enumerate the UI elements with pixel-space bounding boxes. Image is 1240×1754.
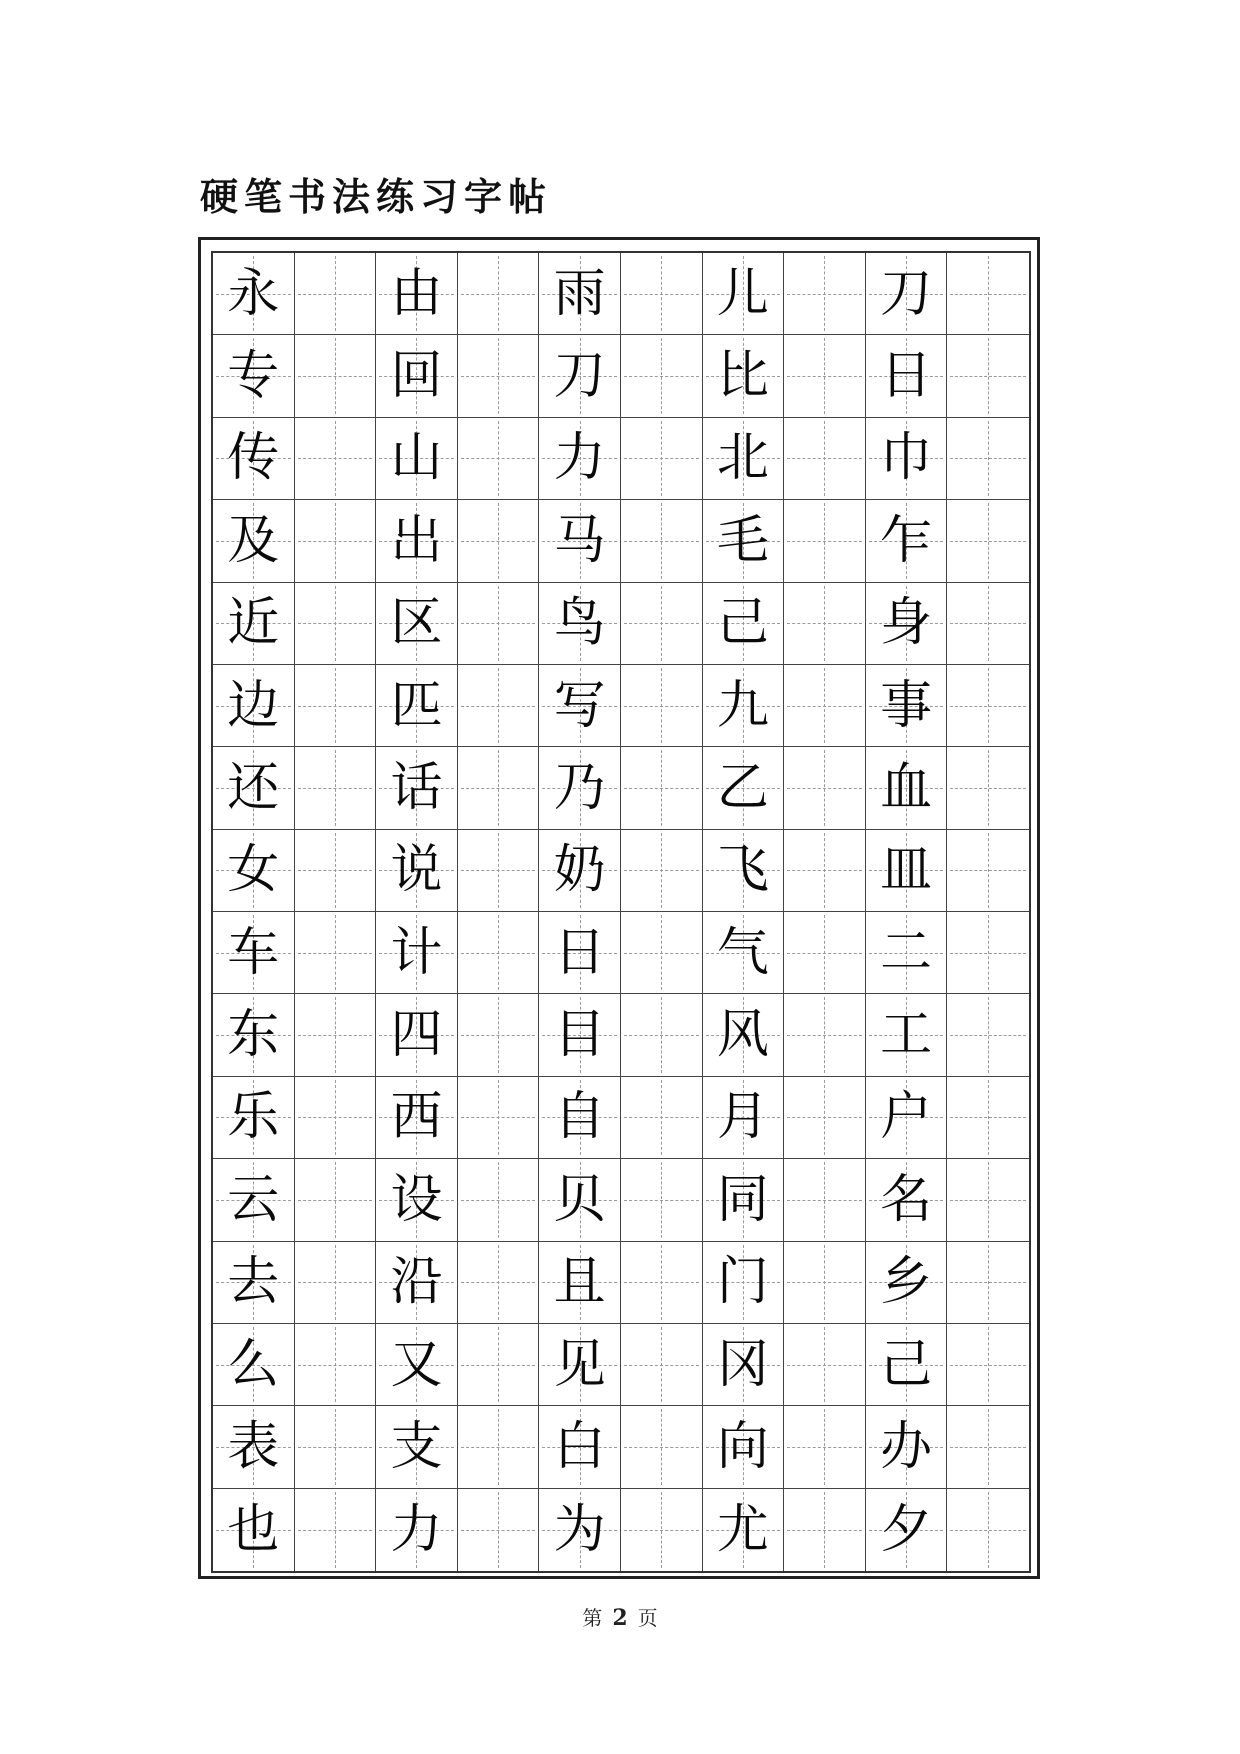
model-character-cell: [703, 994, 785, 1076]
model-character-cell: [376, 583, 458, 665]
model-character-cell: [866, 1077, 948, 1159]
practice-cell: [784, 1159, 866, 1241]
practice-cell: [458, 1077, 540, 1159]
practice-cell: [947, 1242, 1029, 1324]
model-character: 回: [390, 346, 443, 407]
practice-cell: [784, 253, 866, 335]
model-character: 气: [716, 922, 769, 983]
model-character-cell: [703, 335, 785, 417]
model-character-cell: [213, 994, 295, 1076]
practice-cell: [621, 1489, 703, 1571]
practice-cell: [621, 1324, 703, 1406]
model-character-cell: [213, 1406, 295, 1488]
model-character-cell: [213, 747, 295, 829]
practice-cell: [295, 912, 377, 994]
practice-cell: [295, 1324, 377, 1406]
model-character-cell: [866, 418, 948, 500]
model-character-cell: [376, 1489, 458, 1571]
model-character-cell: [213, 335, 295, 417]
model-character: 及: [227, 510, 280, 571]
model-character-cell: [213, 418, 295, 500]
model-character: 西: [390, 1087, 443, 1148]
model-character-cell: [539, 500, 621, 582]
model-character: 工: [880, 1005, 933, 1066]
model-character-cell: [376, 1159, 458, 1241]
model-character: 飞: [716, 840, 769, 901]
model-character-cell: [376, 1077, 458, 1159]
practice-cell: [947, 830, 1029, 912]
model-character: 女: [227, 840, 280, 901]
model-character-cell: [213, 1489, 295, 1571]
model-character: 力: [390, 1499, 443, 1560]
model-character-cell: [703, 500, 785, 582]
practice-cell: [458, 583, 540, 665]
practice-cell: [947, 747, 1029, 829]
model-character: 匹: [390, 675, 443, 736]
model-character-cell: [703, 1159, 785, 1241]
model-character-cell: [376, 912, 458, 994]
model-character: 白: [553, 1416, 606, 1477]
practice-cell: [621, 1159, 703, 1241]
model-character-cell: [703, 912, 785, 994]
model-character: 刀: [553, 346, 606, 407]
page-prefix: 第: [582, 1606, 603, 1630]
practice-cell: [784, 335, 866, 417]
model-character: 尤: [716, 1499, 769, 1560]
practice-cell: [458, 253, 540, 335]
model-character: 写: [553, 675, 606, 736]
practice-cell: [784, 1489, 866, 1571]
practice-cell: [784, 1242, 866, 1324]
practice-cell: [295, 1077, 377, 1159]
model-character-cell: [539, 912, 621, 994]
model-character-cell: [866, 830, 948, 912]
practice-cell: [784, 830, 866, 912]
practice-cell: [947, 1159, 1029, 1241]
practice-cell: [621, 1077, 703, 1159]
practice-cell: [458, 500, 540, 582]
model-character: 比: [716, 346, 769, 407]
model-character: 奶: [553, 840, 606, 901]
practice-cell: [458, 1242, 540, 1324]
practice-cell: [947, 1077, 1029, 1159]
model-character-cell: [539, 418, 621, 500]
practice-cell: [458, 335, 540, 417]
model-character-cell: [376, 665, 458, 747]
model-character-cell: [376, 1406, 458, 1488]
practice-cell: [621, 335, 703, 417]
practice-cell: [458, 1489, 540, 1571]
model-character: 永: [227, 263, 280, 324]
model-character: 说: [390, 840, 443, 901]
model-character: 力: [553, 428, 606, 489]
model-character: 马: [553, 510, 606, 571]
practice-cell: [784, 994, 866, 1076]
model-character: 日: [553, 922, 606, 983]
model-character-cell: [539, 1242, 621, 1324]
model-character-cell: [866, 1489, 948, 1571]
model-character: 车: [227, 922, 280, 983]
model-character: 沿: [390, 1252, 443, 1313]
practice-cell: [621, 1406, 703, 1488]
model-character-cell: [539, 1077, 621, 1159]
practice-sheet: [198, 237, 1040, 1579]
model-character: 专: [227, 346, 280, 407]
model-character-cell: [703, 1489, 785, 1571]
model-character: 己: [880, 1334, 933, 1395]
practice-cell: [295, 418, 377, 500]
model-character: 自: [553, 1087, 606, 1148]
model-character-cell: [866, 994, 948, 1076]
model-character: 儿: [716, 263, 769, 324]
model-character: 己: [716, 593, 769, 654]
model-character: 话: [390, 757, 443, 818]
practice-cell: [947, 994, 1029, 1076]
model-character-cell: [866, 912, 948, 994]
model-character: 血: [880, 757, 933, 818]
model-character-cell: [376, 500, 458, 582]
model-character-cell: [703, 583, 785, 665]
model-character-cell: [866, 1159, 948, 1241]
practice-cell: [295, 335, 377, 417]
model-character-cell: [213, 583, 295, 665]
practice-cell: [458, 665, 540, 747]
model-character: 皿: [880, 840, 933, 901]
model-character-cell: [866, 253, 948, 335]
model-character: 见: [553, 1334, 606, 1395]
model-character-cell: [703, 1077, 785, 1159]
model-character: 又: [390, 1334, 443, 1395]
model-character: 传: [227, 428, 280, 489]
model-character-cell: [866, 665, 948, 747]
model-character-cell: [539, 1324, 621, 1406]
practice-cell: [621, 912, 703, 994]
model-character-cell: [539, 335, 621, 417]
practice-cell: [295, 583, 377, 665]
practice-cell: [784, 1324, 866, 1406]
model-character: 近: [227, 593, 280, 654]
model-character-cell: [703, 418, 785, 500]
model-character-cell: [213, 500, 295, 582]
model-character-cell: [213, 1159, 295, 1241]
practice-cell: [947, 253, 1029, 335]
model-character: 表: [227, 1416, 280, 1477]
practice-cell: [295, 747, 377, 829]
model-character: 区: [390, 593, 443, 654]
practice-cell: [458, 1159, 540, 1241]
practice-cell: [458, 418, 540, 500]
practice-cell: [621, 830, 703, 912]
model-character-cell: [539, 583, 621, 665]
practice-cell: [458, 994, 540, 1076]
model-character-cell: [213, 1242, 295, 1324]
model-character-cell: [213, 1077, 295, 1159]
practice-cell: [947, 665, 1029, 747]
practice-cell: [784, 1077, 866, 1159]
practice-cell: [621, 418, 703, 500]
model-character: 巾: [880, 428, 933, 489]
practice-cell: [458, 1406, 540, 1488]
model-character-cell: [539, 665, 621, 747]
practice-cell: [295, 500, 377, 582]
model-character-cell: [539, 1159, 621, 1241]
practice-cell: [295, 1159, 377, 1241]
model-character: 云: [227, 1169, 280, 1230]
model-character: 雨: [553, 263, 606, 324]
practice-cell: [295, 253, 377, 335]
model-character: 出: [390, 510, 443, 571]
model-character-cell: [866, 500, 948, 582]
model-character-cell: [213, 253, 295, 335]
model-character: 设: [390, 1169, 443, 1230]
model-character-cell: [866, 1406, 948, 1488]
model-character: 九: [716, 675, 769, 736]
practice-cell: [295, 665, 377, 747]
model-character-cell: [376, 253, 458, 335]
practice-cell: [784, 747, 866, 829]
page-suffix: 页: [637, 1606, 658, 1630]
model-character: 由: [390, 263, 443, 324]
model-character: 风: [716, 1005, 769, 1066]
practice-cell: [784, 500, 866, 582]
page-title: 硬笔书法练习字帖: [200, 174, 553, 219]
model-character-cell: [376, 747, 458, 829]
model-character-cell: [703, 1324, 785, 1406]
model-character: 户: [880, 1087, 933, 1148]
model-character: 毛: [716, 510, 769, 571]
model-character-cell: [703, 1406, 785, 1488]
model-character-cell: [866, 335, 948, 417]
practice-cell: [458, 830, 540, 912]
model-character-cell: [866, 1242, 948, 1324]
model-character: 乙: [716, 757, 769, 818]
model-character-cell: [213, 912, 295, 994]
model-character: 贝: [553, 1169, 606, 1230]
practice-cell: [458, 912, 540, 994]
model-character: 么: [227, 1334, 280, 1395]
page-number: 2: [612, 1605, 628, 1631]
model-character: 日: [880, 346, 933, 407]
practice-cell: [947, 1406, 1029, 1488]
model-character: 还: [227, 757, 280, 818]
practice-cell: [947, 1489, 1029, 1571]
practice-cell: [621, 1242, 703, 1324]
model-character: 东: [227, 1005, 280, 1066]
model-character-cell: [213, 830, 295, 912]
model-character-cell: [539, 253, 621, 335]
practice-cell: [295, 1489, 377, 1571]
model-character-cell: [539, 994, 621, 1076]
model-character: 也: [227, 1499, 280, 1560]
model-character: 边: [227, 675, 280, 736]
model-character: 冈: [716, 1334, 769, 1395]
model-character-cell: [539, 1489, 621, 1571]
model-character: 支: [390, 1416, 443, 1477]
model-character: 办: [880, 1416, 933, 1477]
model-character: 目: [553, 1005, 606, 1066]
model-character: 乡: [880, 1252, 933, 1313]
model-character: 刀: [880, 263, 933, 324]
model-character: 四: [390, 1005, 443, 1066]
practice-cell: [295, 994, 377, 1076]
model-character-cell: [213, 1324, 295, 1406]
model-character: 为: [553, 1499, 606, 1560]
model-character-cell: [539, 830, 621, 912]
model-character: 夕: [880, 1499, 933, 1560]
model-character: 身: [880, 593, 933, 654]
practice-cell: [621, 665, 703, 747]
practice-cell: [784, 665, 866, 747]
practice-cell: [621, 747, 703, 829]
practice-cell: [947, 335, 1029, 417]
model-character: 乍: [880, 510, 933, 571]
model-character-cell: [703, 747, 785, 829]
model-character-cell: [376, 418, 458, 500]
practice-cell: [947, 583, 1029, 665]
practice-cell: [947, 418, 1029, 500]
practice-cell: [784, 912, 866, 994]
practice-cell: [784, 1406, 866, 1488]
model-character-cell: [213, 665, 295, 747]
model-character-cell: [866, 583, 948, 665]
model-character-cell: [539, 747, 621, 829]
practice-cell: [458, 1324, 540, 1406]
practice-cell: [947, 1324, 1029, 1406]
model-character: 去: [227, 1252, 280, 1313]
model-character-cell: [376, 830, 458, 912]
model-character-cell: [703, 1242, 785, 1324]
model-character: 月: [716, 1087, 769, 1148]
model-character: 二: [880, 922, 933, 983]
model-character: 山: [390, 428, 443, 489]
practice-cell: [295, 1242, 377, 1324]
model-character: 乃: [553, 757, 606, 818]
model-character-cell: [376, 1242, 458, 1324]
page-footer: [0, 1602, 1240, 1631]
model-character-cell: [703, 830, 785, 912]
practice-cell: [621, 583, 703, 665]
practice-cell: [784, 583, 866, 665]
model-character: 门: [716, 1252, 769, 1313]
model-character: 事: [880, 675, 933, 736]
model-character-cell: [376, 335, 458, 417]
model-character-cell: [703, 665, 785, 747]
practice-cell: [947, 500, 1029, 582]
model-character: 同: [716, 1169, 769, 1230]
practice-cell: [621, 994, 703, 1076]
model-character: 鸟: [553, 593, 606, 654]
practice-cell: [784, 418, 866, 500]
practice-cell: [621, 253, 703, 335]
model-character-cell: [866, 1324, 948, 1406]
model-character: 向: [716, 1416, 769, 1477]
practice-cell: [295, 1406, 377, 1488]
model-character-cell: [866, 747, 948, 829]
model-character-cell: [703, 253, 785, 335]
model-character-cell: [376, 1324, 458, 1406]
model-character: 计: [390, 922, 443, 983]
model-character-cell: [376, 994, 458, 1076]
practice-cell: [621, 500, 703, 582]
practice-cell: [295, 830, 377, 912]
model-character-cell: [539, 1406, 621, 1488]
model-character: 且: [553, 1252, 606, 1313]
practice-cell: [947, 912, 1029, 994]
practice-cell: [458, 747, 540, 829]
model-character: 乐: [227, 1087, 280, 1148]
tianzige-grid: [211, 251, 1031, 1573]
model-character: 北: [716, 428, 769, 489]
model-character: 名: [880, 1169, 933, 1230]
